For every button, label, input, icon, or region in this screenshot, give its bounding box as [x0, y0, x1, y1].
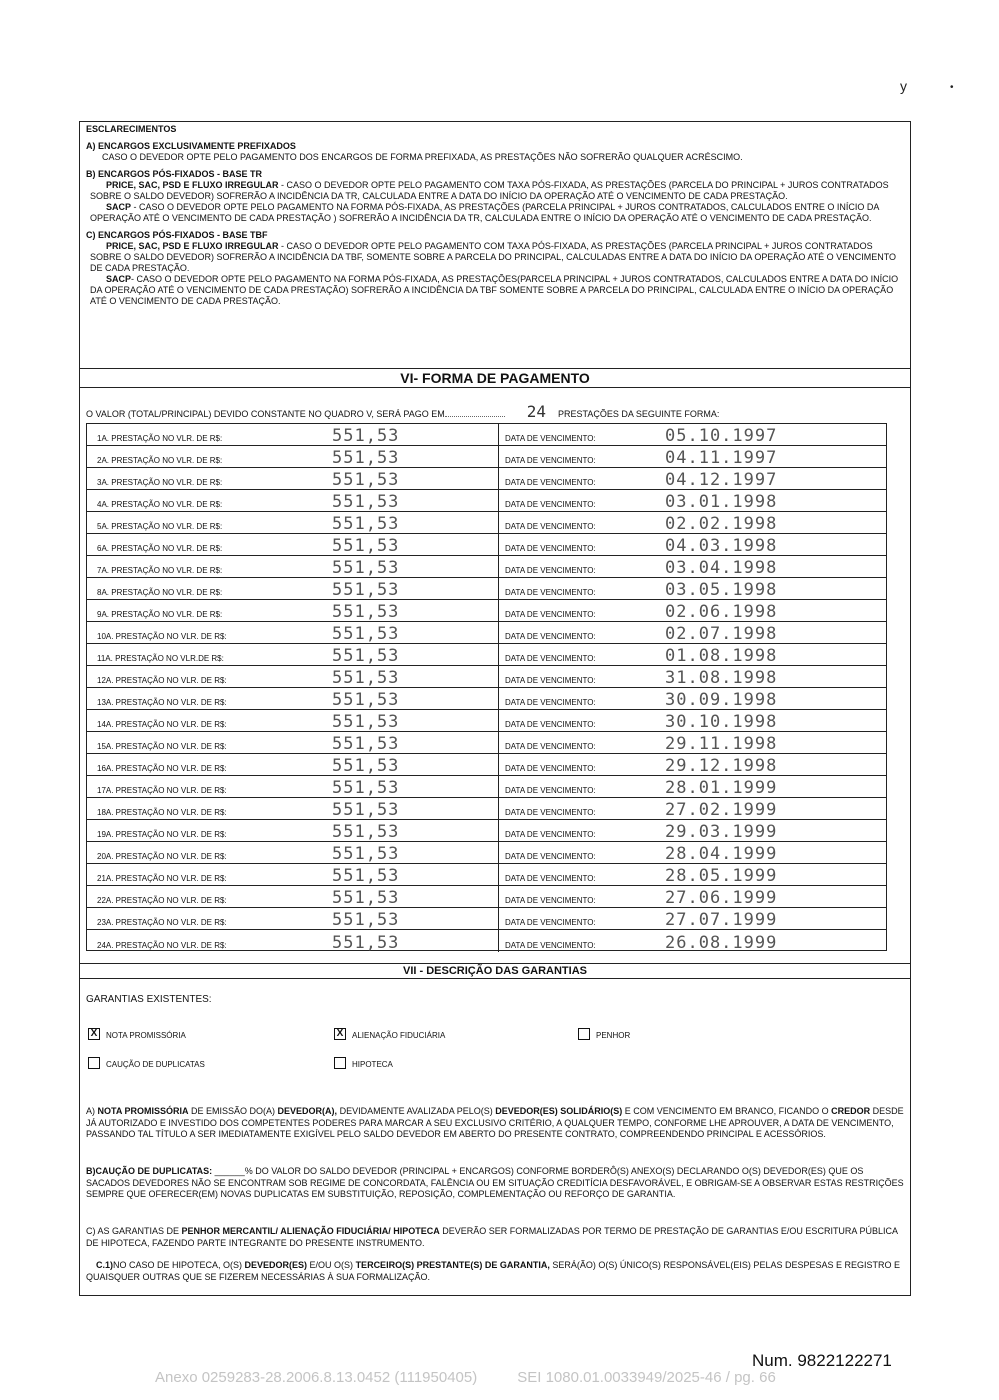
section-a: [86, 141, 904, 163]
due-date-label: DATA DE VENCIMENTO:: [505, 632, 596, 641]
due-date-value: 26.08.1999: [665, 933, 778, 953]
checkbox-box: X: [334, 1028, 346, 1040]
due-date-value: 28.05.1999: [665, 866, 778, 886]
payment-intro-text: O VALOR (TOTAL/PRINCIPAL) DEVIDO CONSTANTE NO QUADRO V, SERÁ PAGO EM: [86, 409, 445, 419]
checkbox-caucao-duplicatas[interactable]: [88, 1059, 205, 1071]
checkbox-penhor[interactable]: [578, 1030, 630, 1042]
due-date-label: DATA DE VENCIMENTO:: [505, 566, 596, 575]
installment-amount-cell: [87, 754, 499, 775]
installment-label: 18A. PRESTAÇÃO NO VLR. DE R$:: [97, 808, 227, 817]
installment-value: 551,53: [332, 668, 400, 688]
paragraph-c-formalizacao: [86, 1226, 906, 1249]
paragraph-a-nota-promissoria: [86, 1106, 906, 1141]
section-c-price: [86, 241, 904, 274]
installment-row: [87, 534, 886, 556]
due-date-value: 29.11.1998: [665, 734, 778, 754]
due-date-value: 01.08.1998: [665, 646, 778, 666]
installments-table: [86, 423, 887, 951]
installment-amount-cell: [87, 908, 499, 929]
checkbox-alienacao-fiduciaria[interactable]: [334, 1030, 445, 1042]
installment-value: 551,53: [332, 756, 400, 776]
text-run: E COM VENCIMENTO EM BRANCO, FICANDO O: [622, 1106, 832, 1116]
text-run: C) AS GARANTIAS DE: [86, 1226, 182, 1236]
due-date-label: DATA DE VENCIMENTO:: [505, 742, 596, 751]
garantias-title: VII - DESCRIÇÃO DAS GARANTIAS: [80, 963, 910, 979]
checkbox-box: [88, 1057, 100, 1069]
due-date-value: 27.07.1999: [665, 910, 778, 930]
text-run-bold: DEVEDOR(ES) SOLIDÁRIO(S): [495, 1106, 623, 1116]
section-c: [86, 230, 904, 307]
installment-amount-cell: [87, 864, 499, 885]
section-b: [86, 169, 904, 224]
text-run: DE EMISSÃO DO(A): [188, 1106, 278, 1116]
installment-value: 551,53: [332, 646, 400, 666]
text-run-bold: DEVEDOR(A),: [277, 1106, 338, 1116]
installment-row: [87, 842, 886, 864]
installment-count: 24: [526, 402, 546, 421]
paragraph-c1-hipoteca: [86, 1260, 906, 1283]
section-c-price-text: - CASO O DEVEDOR OPTE PELO PAGAMENTO COM TAXA PÓS-FIXADA, AS PRESTAÇÕES (PARCELA PRINCIPAL + JUROS CONTRATADOS SOBRE O SALDO DEVEDOR) SOFRERÃO A INCIDÊNCIA DA TBF, SOMENTE SOBRE A PARCELA DO PRINCIPAL, CALCULADAS ENTRE A DATA DO INÍCIO DA OPERAÇÃO ATÉ O VENCIMENTO DE CADA PRESTAÇÃO.: [90, 241, 897, 273]
due-date-label: DATA DE VENCIMENTO:: [505, 544, 596, 553]
due-date-label: DATA DE VENCIMENTO:: [505, 478, 596, 487]
checkbox-nota-promissoria[interactable]: [88, 1030, 186, 1042]
due-date-label: DATA DE VENCIMENTO:: [505, 588, 596, 597]
installment-amount-cell: [87, 534, 499, 555]
due-date-label: DATA DE VENCIMENTO:: [505, 918, 596, 927]
installment-label: 13A. PRESTAÇÃO NO VLR. DE R$:: [97, 698, 227, 707]
payment-intro-suffix: PRESTAÇÕES DA SEGUINTE FORMA:: [558, 409, 720, 419]
installment-row: [87, 886, 886, 908]
due-date-value: 04.03.1998: [665, 536, 778, 556]
due-date-value: 28.04.1999: [665, 844, 778, 864]
checkbox-box: X: [88, 1028, 100, 1040]
footer-sei: SEI 1080.01.0033949/2025-46 / pg. 66: [517, 1369, 776, 1386]
due-date-label: DATA DE VENCIMENTO:: [505, 456, 596, 465]
installment-value: 551,53: [332, 426, 400, 446]
installment-label: 22A. PRESTAÇÃO NO VLR. DE R$:: [97, 896, 227, 905]
installment-label: 6A. PRESTAÇÃO NO VLR. DE R$:: [97, 544, 223, 553]
checkbox-box: [578, 1028, 590, 1040]
text-run-bold: TERCEIRO(S) PRESTANTE(S) DE GARANTIA,: [355, 1260, 550, 1270]
due-date-label: DATA DE VENCIMENTO:: [505, 764, 596, 773]
installment-amount-cell: [87, 776, 499, 797]
section-b-price: [86, 180, 904, 202]
installment-value: 551,53: [332, 580, 400, 600]
text-run: DEVERÃO SER FORMALIZADAS POR TERMO DE PRESTAÇÃO DE GARANTIAS E/OU ESCRITURA PÚBLICA DE HIPOTECA, FAZENDO PARTE INTEGRANTE DO PRESENTE INSTRUMENTO.: [86, 1226, 898, 1248]
installment-label: 3A. PRESTAÇÃO NO VLR. DE R$:: [97, 478, 223, 487]
installment-row: [87, 776, 886, 798]
due-date-label: DATA DE VENCIMENTO:: [505, 896, 596, 905]
text-run-bold: DEVEDOR(ES): [244, 1260, 308, 1270]
payment-intro: [86, 402, 719, 421]
due-date-value: 31.08.1998: [665, 668, 778, 688]
installment-amount-cell: [87, 600, 499, 621]
installment-amount-cell: [87, 468, 499, 489]
due-date-value: 29.03.1999: [665, 822, 778, 842]
due-date-label: DATA DE VENCIMENTO:: [505, 698, 596, 707]
due-date-value: 03.04.1998: [665, 558, 778, 578]
text-run: ______% DO VALOR DO SALDO DEVEDOR (PRINCIPAL + ENCARGOS) CONFORME BORDERÔ(S) ANEXO(S) DECLARANDO O(S) DEVEDOR(ES) QUE OS SACADOS DEVEDORES NÃO SE ENCONTRAM SOB REGIME DE CONCORDATA, FALÊNCIA OU EM SITUAÇÃO CREDITÍCIA DESFAVORÁVEL, E OBRIGAM-SE A OBSERVAR ESTAS RESTRIÇÕES SEMPRE QUE OFERECER(EM) NOVAS DUPLICATAS EM SUBSTITUIÇÃO, REPOSIÇÃO, COMPLEMENTAÇÃO OU REFORÇO DE GARANTIA.: [86, 1166, 904, 1199]
installment-amount-cell: [87, 820, 499, 841]
installment-amount-cell: [87, 886, 499, 907]
footer-reference: [155, 1369, 776, 1386]
installment-amount-cell: [87, 424, 499, 445]
installment-label: 4A. PRESTAÇÃO NO VLR. DE R$:: [97, 500, 223, 509]
installment-row: [87, 446, 886, 468]
due-date-value: 27.02.1999: [665, 800, 778, 820]
stray-mark: •: [950, 82, 954, 93]
checkbox-hipoteca[interactable]: [334, 1059, 393, 1071]
checkbox-hipoteca-label: HIPOTECA: [352, 1060, 393, 1070]
installment-amount-cell: [87, 490, 499, 511]
section-c-price-title: PRICE, SAC, PSD E FLUXO IRREGULAR: [106, 241, 279, 251]
due-date-label: DATA DE VENCIMENTO:: [505, 720, 596, 729]
installment-row: [87, 710, 886, 732]
due-date-label: DATA DE VENCIMENTO:: [505, 808, 596, 817]
installment-row: [87, 864, 886, 886]
installment-label: 2A. PRESTAÇÃO NO VLR. DE R$:: [97, 456, 223, 465]
text-run-bold: C.1): [96, 1260, 114, 1270]
installment-row: [87, 688, 886, 710]
text-run: E/OU O(S): [307, 1260, 356, 1270]
installment-label: 17A. PRESTAÇÃO NO VLR. DE R$:: [97, 786, 227, 795]
due-date-label: DATA DE VENCIMENTO:: [505, 610, 596, 619]
installment-row: [87, 600, 886, 622]
installment-value: 551,53: [332, 888, 400, 908]
due-date-label: DATA DE VENCIMENTO:: [505, 852, 596, 861]
due-date-value: 04.11.1997: [665, 448, 778, 468]
installment-value: 551,53: [332, 470, 400, 490]
installment-value: 551,53: [332, 492, 400, 512]
section-c-heading: C) ENCARGOS PÓS-FIXADOS - BASE TBF: [86, 230, 268, 240]
checkbox-nota-promissoria-label: NOTA PROMISSÓRIA: [106, 1031, 186, 1041]
installment-label: 8A. PRESTAÇÃO NO VLR. DE R$:: [97, 588, 223, 597]
installment-value: 551,53: [332, 778, 400, 798]
installment-amount-cell: [87, 622, 499, 643]
installment-label: 12A. PRESTAÇÃO NO VLR. DE R$:: [97, 676, 227, 685]
due-date-label: DATA DE VENCIMENTO:: [505, 654, 596, 663]
installment-value: 551,53: [332, 690, 400, 710]
installment-amount-cell: [87, 644, 499, 665]
esclarecimentos-title: ESCLARECIMENTOS: [86, 124, 177, 134]
text-run-bold: PENHOR MERCANTIL/ ALIENAÇÃO FIDUCIÁRIA/ HIPOTECA: [181, 1226, 440, 1236]
due-date-value: 03.01.1998: [665, 492, 778, 512]
text-run: NO CASO DE HIPOTECA, O(S): [113, 1260, 245, 1270]
esclarecimentos-section: [80, 122, 910, 368]
installment-row: [87, 732, 886, 754]
section-b-heading: B) ENCARGOS PÓS-FIXADOS - BASE TR: [86, 169, 263, 179]
installment-label: 15A. PRESTAÇÃO NO VLR. DE R$:: [97, 742, 227, 751]
installment-amount-cell: [87, 842, 499, 863]
section-b-price-text: - CASO O DEVEDOR OPTE PELO PAGAMENTO COM TAXA PÓS-FIXADA, AS PRESTAÇÕES (PARCELA DO PRINCIPAL + JUROS CONTRATADOS SOBRE O SALDO DEVEDOR) SOFRERÃO A INCIDÊNCIA DA TR, CALCULADA ENTRE A DATA DO INÍCIO DA OPERAÇÃO ATÉ O VENCIMENTO DE CADA PRESTAÇÃO.: [90, 180, 889, 201]
due-date-label: DATA DE VENCIMENTO:: [505, 434, 596, 443]
document-number: Num. 9822122271: [752, 1351, 892, 1370]
due-date-value: 03.05.1998: [665, 580, 778, 600]
installment-amount-cell: [87, 732, 499, 753]
due-date-label: DATA DE VENCIMENTO:: [505, 786, 596, 795]
installment-row: [87, 578, 886, 600]
installment-row: [87, 820, 886, 842]
installment-value: 551,53: [332, 910, 400, 930]
installment-label: 14A. PRESTAÇÃO NO VLR. DE R$:: [97, 720, 227, 729]
installment-row: [87, 644, 886, 666]
installment-amount-cell: [87, 666, 499, 687]
text-run-bold: B)CAUÇÃO DE DUPLICATAS:: [86, 1166, 213, 1176]
section-c-sacp-text: - CASO O DEVEDOR OPTE PELO PAGAMENTO NA FORMA PÓS-FIXADA, AS PRESTAÇÕES(PARCELA PRINCIPAL + JUROS CONTRATADOS, CALCULADOS ENTRE A DATA DO INÍCIO DA OPERAÇÃO ATÉ O VENCIMENTO DE CADA PRESTAÇÃO) SOFRERÃO A INCIDÊNCIA DA TBF SOMENTE SOBRE A PARCELA DO PRINCIPAL, CALCULADA ENTRE O INÍCIO DA OPERAÇÃO ATÉ O VENCIMENTO DE CADA PRESTAÇÃO.: [90, 274, 899, 306]
section-b-price-title: PRICE, SAC, PSD E FLUXO IRREGULAR: [106, 180, 279, 190]
installment-value: 551,53: [332, 602, 400, 622]
due-date-value: 27.06.1999: [665, 888, 778, 908]
text-run: A): [86, 1106, 98, 1116]
installment-value: 551,53: [332, 822, 400, 842]
installment-label: 10A. PRESTAÇÃO NO VLR. DE R$:: [97, 632, 227, 641]
installment-row: [87, 468, 886, 490]
due-date-value: 02.02.1998: [665, 514, 778, 534]
due-date-value: 30.09.1998: [665, 690, 778, 710]
text-run: DESDE JÁ AUTORIZADO E INVESTIDO DOS COMPETENTES PODERES PARA MARCAR A SEU EXCLUSIVO CRITÉRIO, A QUALQUER TEMPO, CONFORME LHE APROUVER, A DATA DE VENCIMENTO, PASSANDO TAL TÍTULO A SER IMEDIATAMENTE EXIGÍVEL PELO SALDO DEVEDOR EM ABERTO DO PRESENTE CONTRATO, COMPREENDENDO PRINCIPAL E ACESSÓRIOS.: [86, 1106, 904, 1139]
due-date-value: 04.12.1997: [665, 470, 778, 490]
installment-amount-cell: [87, 556, 499, 577]
due-date-label: DATA DE VENCIMENTO:: [505, 676, 596, 685]
installment-row: [87, 908, 886, 930]
section-c-sacp: [86, 274, 904, 307]
text-run: SERÁ(ÃO) O(S) ÚNICO(S) RESPONSÁVEL(EIS) PELAS DESPESAS E REGISTRO E QUAISQUER OUTRAS QUE SE FIZEREM NECESSÁRIAS À SUA FORMALIZAÇÃO.: [86, 1260, 900, 1282]
installment-label: 23A. PRESTAÇÃO NO VLR. DE R$:: [97, 918, 227, 927]
section-a-text: CASO O DEVEDOR OPTE PELO PAGAMENTO DOS ENCARGOS DE FORMA PREFIXADA, AS PRESTAÇÕES NÃO SOFRERÃO QUALQUER ACRÉSCIMO.: [102, 152, 743, 162]
installment-value: 551,53: [332, 624, 400, 644]
due-date-label: DATA DE VENCIMENTO:: [505, 830, 596, 839]
forma-pagamento-title: VI- FORMA DE PAGAMENTO: [80, 368, 910, 388]
installment-row: [87, 666, 886, 688]
installment-row: [87, 930, 886, 952]
section-b-sacp-text: - CASO O DEVEDOR OPTE PELO PAGAMENTO NA FORMA PÓS-FIXADA, AS PRESTAÇÕES (PARCELA PRINCIPAL + JUROS CONTRATADOS, CALCULADOS ENTRE O INÍCIO DA OPERAÇÃO ATÉ O VENCIMENTO DE CADA PRESTAÇÃO ) SOFRERÃO A INCIDÊNCIA DA TR, CALCULADA ENTRE O INÍCIO DA OPERAÇÃO ATÉ O VENCIMENTO DE CADA PRESTAÇÃO.: [90, 202, 879, 223]
due-date-value: 05.10.1997: [665, 426, 778, 446]
installment-value: 551,53: [332, 448, 400, 468]
installment-label: 20A. PRESTAÇÃO NO VLR. DE R$:: [97, 852, 227, 861]
installment-amount-cell: [87, 446, 499, 467]
installment-label: 21A. PRESTAÇÃO NO VLR. DE R$:: [97, 874, 227, 883]
installment-value: 551,53: [332, 712, 400, 732]
installment-row: [87, 490, 886, 512]
paragraph-b-caucao: [86, 1166, 906, 1201]
due-date-value: 30.10.1998: [665, 712, 778, 732]
installment-label: 9A. PRESTAÇÃO NO VLR. DE R$:: [97, 610, 223, 619]
checkbox-box: [334, 1057, 346, 1069]
installment-value: 551,53: [332, 866, 400, 886]
installment-amount-cell: [87, 798, 499, 819]
installment-value: 551,53: [332, 734, 400, 754]
due-date-value: 02.07.1998: [665, 624, 778, 644]
installment-label: 16A. PRESTAÇÃO NO VLR. DE R$:: [97, 764, 227, 773]
installment-value: 551,53: [332, 933, 400, 953]
installment-label: 19A. PRESTAÇÃO NO VLR. DE R$:: [97, 830, 227, 839]
installment-value: 551,53: [332, 536, 400, 556]
installment-label: 11A. PRESTAÇÃO NO VLR.DE R$:: [97, 654, 224, 663]
due-date-value: 29.12.1998: [665, 756, 778, 776]
garantias-existentes-label: GARANTIAS EXISTENTES:: [86, 994, 212, 1005]
text-run-bold: CREDOR: [831, 1106, 871, 1116]
installment-label: 24A. PRESTAÇÃO NO VLR. DE R$:: [97, 941, 227, 950]
installment-row: [87, 798, 886, 820]
section-a-heading: A) ENCARGOS EXCLUSIVAMENTE PREFIXADOS: [86, 141, 296, 151]
checkbox-alienacao-fiduciaria-label: ALIENAÇÃO FIDUCIÁRIA: [352, 1031, 446, 1041]
section-b-sacp: [86, 202, 904, 224]
installment-row: [87, 512, 886, 534]
text-run-bold: NOTA PROMISSÓRIA: [97, 1106, 189, 1116]
installment-row: [87, 424, 886, 446]
installment-row: [87, 754, 886, 776]
installment-value: 551,53: [332, 558, 400, 578]
installment-amount-cell: [87, 688, 499, 709]
due-date-label: DATA DE VENCIMENTO:: [505, 522, 596, 531]
installment-row: [87, 556, 886, 578]
due-date-label: DATA DE VENCIMENTO:: [505, 500, 596, 509]
installment-amount-cell: [87, 710, 499, 731]
section-b-sacp-title: SACP: [106, 202, 132, 212]
installment-amount-cell: [87, 930, 499, 952]
installment-amount-cell: [87, 512, 499, 533]
installment-label: 7A. PRESTAÇÃO NO VLR. DE R$:: [97, 566, 223, 575]
installment-label: 5A. PRESTAÇÃO NO VLR. DE R$:: [97, 522, 223, 531]
installment-row: [87, 622, 886, 644]
installment-label: 1A. PRESTAÇÃO NO VLR. DE R$:: [97, 434, 223, 443]
installment-amount-cell: [87, 578, 499, 599]
due-date-value: 02.06.1998: [665, 602, 778, 622]
footer-anexo: Anexo 0259283-28.2006.8.13.0452 (111950405): [155, 1369, 478, 1386]
stray-mark: y: [900, 78, 907, 94]
due-date-label: DATA DE VENCIMENTO:: [505, 941, 596, 950]
due-date-value: 28.01.1999: [665, 778, 778, 798]
text-run: DEVIDAMENTE AVALIZADA PELO(S): [337, 1106, 496, 1116]
installment-value: 551,53: [332, 800, 400, 820]
due-date-label: DATA DE VENCIMENTO:: [505, 874, 596, 883]
checkbox-caucao-duplicatas-label: CAUÇÃO DE DUPLICATAS: [106, 1060, 205, 1070]
installment-value: 551,53: [332, 844, 400, 864]
contract-form: [79, 121, 911, 1296]
installment-value: 551,53: [332, 514, 400, 534]
checkbox-penhor-label: PENHOR: [596, 1031, 631, 1041]
section-c-sacp-title: SACP: [106, 274, 132, 284]
